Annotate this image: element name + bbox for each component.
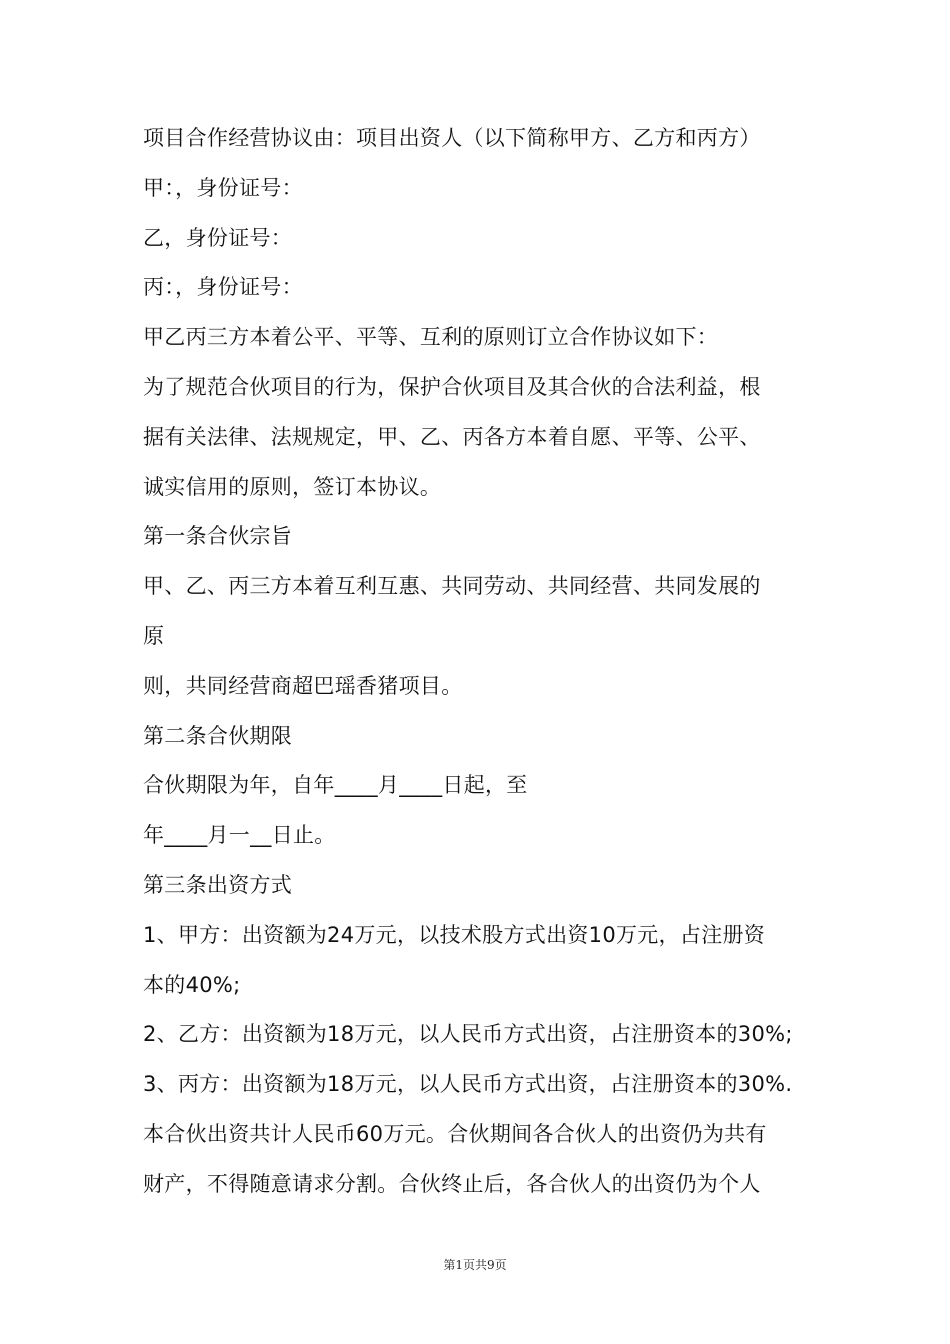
text-line: 本的40%; xyxy=(143,972,241,997)
text-line: 年____月一__日止。 xyxy=(143,823,336,848)
text-line: 甲乙丙三方本着公平、平等、互利的原则订立合作协议如下： xyxy=(143,325,719,350)
text-line: 2、乙方：出资额为18万元，以人民币方式出资，占注册资本的30%; xyxy=(143,1022,793,1047)
text-line: 本合伙出资共计人民币60万元。合伙期间各合伙人的出资仍为共有 xyxy=(143,1121,767,1146)
text-line: 丙：，身份证号： xyxy=(143,275,303,300)
text-line: 甲、乙、丙三方本着互利互惠、共同劳动、共同经营、共同发展的 xyxy=(143,574,761,599)
document-body xyxy=(143,114,843,1210)
text-line: 合伙期限为年，自年____月____日起，至 xyxy=(143,773,528,798)
text-line: 财产，不得随意请求分割。合伙终止后，各合伙人的出资仍为个人 xyxy=(143,1171,761,1196)
section-heading: 第一条合伙宗旨 xyxy=(143,524,293,549)
text-line: 诚实信用的原则，签订本协议。 xyxy=(143,474,442,499)
text-line: 3、丙方：出资额为18万元，以人民币方式出资，占注册资本的30%. xyxy=(143,1072,793,1097)
text-line: 则，共同经营商超巴瑶香猪项目。 xyxy=(143,673,463,698)
text-line: 1、甲方：出资额为24万元，以技术股方式出资10万元，占注册资 xyxy=(143,922,766,947)
section-heading: 第二条合伙期限 xyxy=(143,723,293,748)
text-line: 乙，身份证号： xyxy=(143,225,293,250)
text-line: 据有关法律、法规规定，甲、乙、丙各方本着自愿、平等、公平、 xyxy=(143,424,761,449)
text-line: 甲：，身份证号： xyxy=(143,175,303,200)
text-line: 原 xyxy=(143,623,165,648)
section-heading: 第三条出资方式 xyxy=(143,872,293,897)
text-line: 项目合作经营协议由：项目出资人（以下简称甲方、乙方和丙方） xyxy=(143,126,761,150)
text-line: 为了规范合伙项目的行为，保护合伙项目及其合伙的合法利益，根 xyxy=(143,374,761,399)
page-number-footer: 第1页共9页 xyxy=(443,1258,507,1272)
